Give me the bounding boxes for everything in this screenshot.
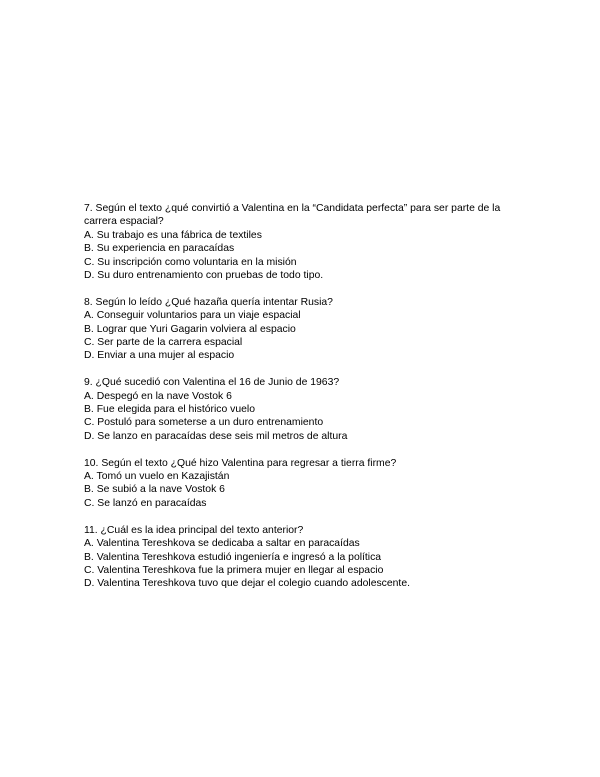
option-d: D. Valentina Tereshkova tuvo que dejar el colegio cuando adolescente. bbox=[84, 578, 410, 590]
option-a: A. Tomó un vuelo en Kazajistán bbox=[84, 471, 230, 483]
option-b: B. Fue elegida para el histórico vuelo bbox=[84, 404, 255, 416]
option-b: B. Se subió a la nave Vostok 6 bbox=[84, 484, 225, 496]
option-d: D. Enviar a una mujer al espacio bbox=[84, 350, 235, 362]
option-b: B. Su experiencia en paracaídas bbox=[84, 243, 235, 255]
question-text: 8. Según lo leído ¿Qué hazaña quería intentar Rusia? bbox=[84, 296, 333, 308]
question-11 bbox=[84, 524, 534, 591]
option-a: A. Su trabajo es una fábrica de textiles bbox=[84, 229, 262, 241]
option-a: A. Despegó en la nave Vostok 6 bbox=[84, 390, 232, 402]
question-text: 7. Según el texto ¿qué convirtió a Valentina en la “Candidata perfecta” para ser parte de la carrera espacial? bbox=[84, 203, 501, 228]
quiz-content bbox=[84, 202, 534, 604]
option-c: C. Ser parte de la carrera espacial bbox=[84, 337, 243, 349]
question-8 bbox=[84, 296, 534, 363]
question-10 bbox=[84, 457, 534, 511]
option-a: A. Valentina Tereshkova se dedicaba a saltar en paracaídas bbox=[84, 538, 360, 550]
option-c: C. Postuló para someterse a un duro entrenamiento bbox=[84, 417, 324, 429]
option-d: D. Su duro entrenamiento con pruebas de todo tipo. bbox=[84, 270, 324, 282]
option-b: B. Valentina Tereshkova estudió ingeniería e ingresó a la política bbox=[84, 551, 382, 563]
option-a: A. Conseguir voluntarios para un viaje espacial bbox=[84, 310, 301, 322]
option-c: C. Se lanzó en paracaídas bbox=[84, 497, 207, 509]
question-9 bbox=[84, 376, 534, 443]
option-c: C. Valentina Tereshkova fue la primera mujer en llegar al espacio bbox=[84, 564, 384, 576]
option-b: B. Lograr que Yuri Gagarin volviera al espacio bbox=[84, 323, 296, 335]
question-text: 11. ¿Cuál es la idea principal del texto anterior? bbox=[84, 524, 304, 536]
question-7 bbox=[84, 202, 534, 282]
option-c: C. Su inscripción como voluntaria en la misión bbox=[84, 256, 297, 268]
option-d: D. Se lanzo en paracaídas dese seis mil metros de altura bbox=[84, 430, 348, 442]
question-text: 9. ¿Qué sucedió con Valentina el 16 de Junio de 1963? bbox=[84, 377, 340, 389]
question-text: 10. Según el texto ¿Qué hizo Valentina para regresar a tierra firme? bbox=[84, 457, 397, 469]
